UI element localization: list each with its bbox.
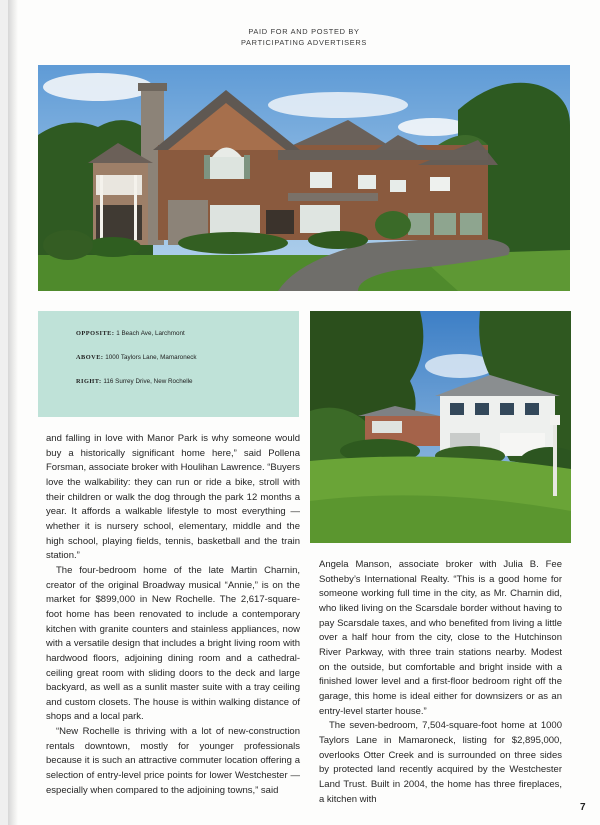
article-column-right xyxy=(319,558,562,807)
photo-surrey-drive-house xyxy=(310,311,571,543)
article-paragraph: Angela Manson, associate broker with Julia B. Fee Sotheby’s International Realty. “This is a good home for someone working full time in the city, as Mr. Charnin did, who liked living on the Scarsdale border without having to pay Scarsdale taxes, and who benefited from living a little over a half hour from the city, close to the Hutchinson River Parkway, with three train stations nearby. Modest on the outside, but comfortable and bright inside with a finished lower level and a first-floor bedroom right off the garage, this home is ideal either for downsizers or as an entry-level starter house.” xyxy=(319,559,562,717)
article-paragraph: “New Rochelle is thriving with a lot of new-construction rentals downtown, mostly for younger professionals because it is such an attractive commuter location offering a selection of entry-level price points for lower Westchester — especially when compared to the adjoining towns,” said xyxy=(46,726,300,796)
caption-label: RIGHT: xyxy=(76,378,102,385)
caption-text: 1 Beach Ave, Larchmont xyxy=(116,330,185,337)
article-paragraph: The seven-bedroom, 7,504-square-foot home at 1000 Taylors Lane in Mamaroneck, listing for $2,895,000, overlooks Otter Creek and is surrounded on three sides by protected land recently acquired by the Westchester Land Trust. Built in 2004, the home has three fireplaces, a kitchen with xyxy=(319,720,562,805)
article-paragraph: and falling in love with Manor Park is why someone would buy a historically significant home here,” said Pollena Forsman, associate broker with Houlihan Lawrence. “Buyers love the walkability: they can run or ride a bike, stroll with their children or walk the dog through the park 12 months a year. It affords a walkable lifestyle to most everything — whether it is nursery school, elementary, middle and the high school, playing fields, tennis, basketball and the train station.” xyxy=(46,433,300,562)
article-column-left xyxy=(46,432,300,798)
caption-text: 116 Surrey Drive, New Rochelle xyxy=(103,378,193,385)
caption-label: ABOVE: xyxy=(76,354,104,361)
caption-above xyxy=(76,354,299,362)
caption-opposite xyxy=(76,330,299,338)
photo-taylors-lane-house xyxy=(38,65,570,291)
caption-text: 1000 Taylors Lane, Mamaroneck xyxy=(105,354,197,361)
page-number: 7 xyxy=(580,802,586,813)
caption-label: OPPOSITE: xyxy=(76,330,115,337)
magazine-page xyxy=(8,0,600,825)
caption-right xyxy=(76,378,299,386)
header-line-1: PAID FOR AND POSTED BY xyxy=(248,27,360,36)
article-paragraph: The four-bedroom home of the late Martin Charnin, creator of the original Broadway musical “Annie,” is on the market for $899,000 in New Rochelle. The 2,617-square-foot home has been renovated to include a contemporary kitchen with granite counters and stainless appliances, now with a versatile design that includes a bright living room with hardwood floors, adjoining dining room and a cathedral-ceiling great room with sliding doors to the deck and large backyard, as well as a sunlit master suite with a tray ceiling and custom closets. The house is within walking distance of shops and a local park. xyxy=(46,564,300,723)
header-line-2: PARTICIPATING ADVERTISERS xyxy=(240,38,368,47)
photo-captions xyxy=(38,311,299,417)
advertiser-header xyxy=(8,26,600,48)
